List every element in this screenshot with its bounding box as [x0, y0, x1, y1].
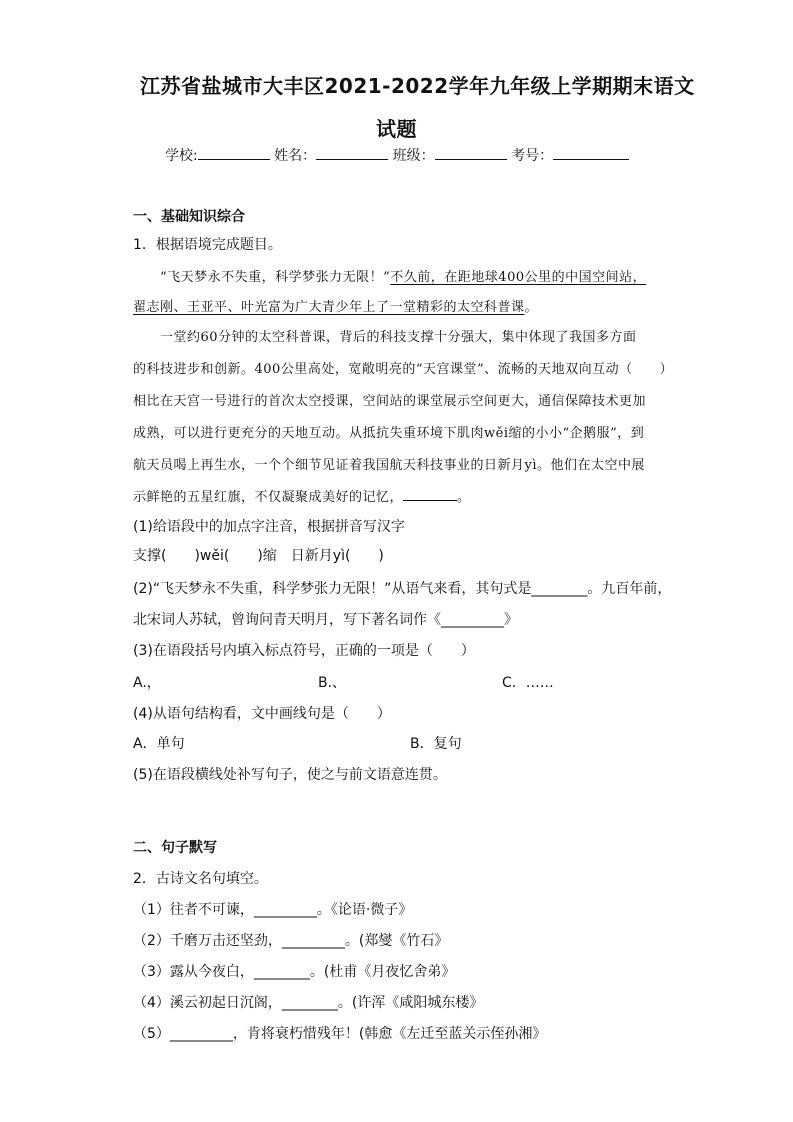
poem-fill-item-5: （5）_________，肯将衰朽惜残年！(韩愈《左迁至蓝关示侄孙湘》: [133, 1026, 547, 1042]
exam-no-field[interactable]: [553, 145, 629, 160]
page-title-line1: 江苏省盐城市大丰区2021-2022学年九年级上学期期末语文: [140, 74, 695, 98]
subquestion-1-items: 支撑( )wěi( )缩 日新月yì( ): [133, 548, 384, 564]
option-single-sentence[interactable]: A．单句: [133, 736, 185, 752]
passage-answer-blank[interactable]: [403, 487, 457, 501]
option-c[interactable]: C．……: [502, 675, 554, 691]
question2-stem: 2．古诗文名句填空。: [133, 871, 268, 887]
school-label: 学校:: [165, 148, 198, 164]
passage-line-6: 成熟，可以进行更充分的天地互动。从抵抗失重环境下肌肉wěi缩的小小“企鹅服”，到: [133, 426, 645, 441]
subquestion-2-line2: 北宋词人苏轼，曾询问青天明月，写下著名词作《_________》: [133, 612, 518, 628]
name-label: 姓名：: [274, 148, 317, 164]
poem-fill-item-3: （3）露从今夜白，________。(杜甫《月夜忆舍弟》: [133, 964, 456, 980]
name-field[interactable]: [316, 145, 388, 160]
passage-line-1: [160, 266, 646, 285]
subquestion-1: (1)给语段中的加点字注音，根据拼音写汉字: [133, 519, 405, 535]
poem-fill-item-4: （4）溪云初起日沉阁，________。(许浑《咸阳城东楼》: [133, 995, 484, 1011]
section2-heading: 二、句子默写: [133, 840, 217, 856]
exam-no-label: 考号：: [511, 148, 554, 164]
passage-line-7: 航天员喝上再生水，一个个细节见证着我国航天科技事业的日新月yì。他们在太空中展: [133, 458, 646, 473]
passage-line-2: [133, 296, 538, 315]
option-b[interactable]: B.、: [318, 675, 347, 691]
passage-line-4: 的科技进步和创新。400公里高处，宽敞明亮的“天宫课堂”、流畅的天地双向互动（ ）: [133, 362, 674, 377]
option-a[interactable]: A.，: [133, 675, 161, 691]
period: 。: [524, 300, 539, 315]
underlined-sentence-part1: 不久前，在距地球400公里的中国空间站，: [390, 270, 647, 285]
underlined-sentence-part2: 翟志刚、王亚平、叶光富为广大青少年上了一堂精彩的太空科普课: [133, 300, 525, 315]
subquestion-5: (5)在语段横线处补写句子，使之与前文语意连贯。: [133, 767, 447, 783]
school-field[interactable]: [198, 145, 270, 160]
passage-quote: “飞天梦永不失重，科学梦张力无限！”: [160, 270, 391, 285]
subquestion-3: (3)在语段括号内填入标点符号，正确的一项是（ ）: [133, 643, 475, 659]
student-info-fields: [165, 145, 629, 165]
question1-stem: 1．根据语境完成题目。: [133, 237, 282, 253]
passage-line-5: 相比在天宫一号进行的首次太空授课，空间站的课堂展示空间更大，通信保障技术更加: [133, 394, 647, 409]
passage-line-8-end: 。: [457, 490, 471, 505]
passage-line-8: [133, 486, 471, 505]
class-label: 班级：: [392, 148, 435, 164]
class-field[interactable]: [435, 145, 507, 160]
passage-line-8-text: 示鲜艳的五星红旗，不仅凝聚成美好的记忆，: [133, 490, 404, 505]
poem-fill-item-2: （2）千磨万击还坚劲，_________。(郑燮《竹石》: [133, 933, 449, 949]
page-title-line2: 试题: [376, 117, 417, 141]
passage-line-3: 一堂约60分钟的太空科普课，背后的科技支撑十分强大，集中体现了我国多方面: [160, 330, 637, 345]
subquestion-4: (4)从语句结构看，文中画线句是（ ）: [133, 706, 391, 722]
section1-heading: 一、基础知识综合: [133, 209, 245, 225]
subquestion-2-line1: (2)“飞天梦永不失重，科学梦张力无限！”从语气来看，其句式是________。九百年前，: [133, 581, 672, 597]
poem-fill-item-1: （1）往者不可谏，_________。《论语·微子》: [133, 902, 413, 918]
option-complex-sentence[interactable]: B．复句: [410, 736, 462, 752]
